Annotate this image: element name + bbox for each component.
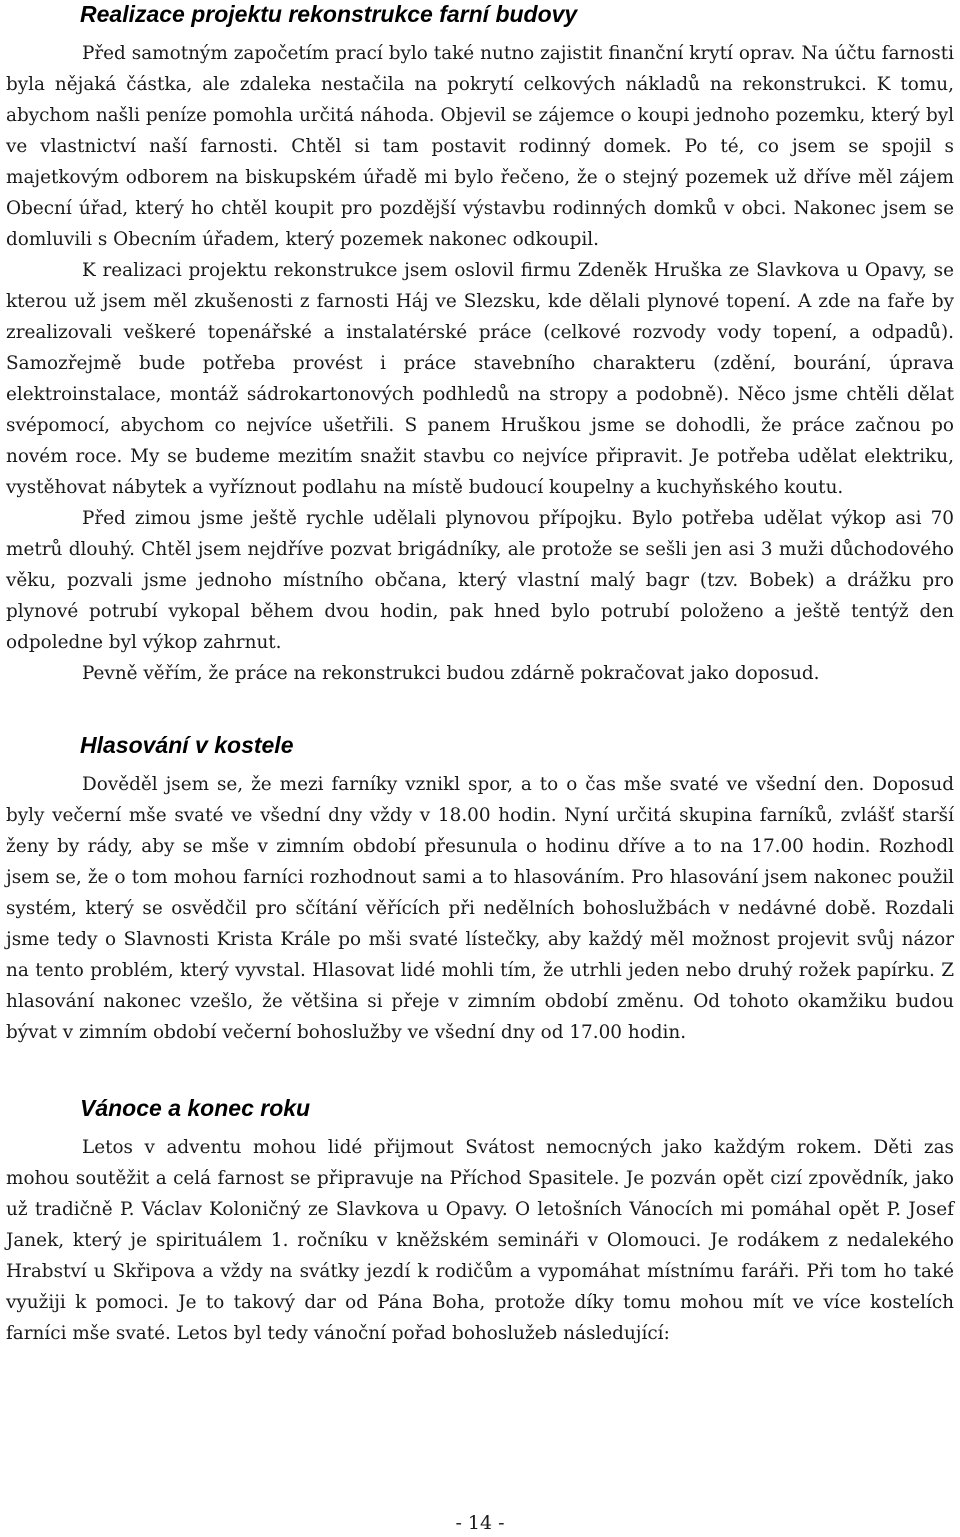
paragraph: Dověděl jsem se, že mezi farníky vznikl spor, a to o čas mše svaté ve všední den. Doposud byly večerní mše svaté ve všední dny vždy v 18.00 hodin. Nyní určitá skupina farníků, zvlášť starší ženy by rády, aby se mše v zimním období přesunula o hodinu dříve a to na 17.00 hodin. Rozhodl jsem se, že o tom mohou farníci rozhodnout sami a to hlasováním. Pro hlasování jsem nakonec použil systém, který se osvědčil pro sčítání věřících při nedělních bohoslužbách v nedávné době. Rozdali jsme tedy o Slavnosti Krista Krále po mši svaté lístečky, aby každý měl možnost projevit svůj názor na tento problém, který vyvstal. Hlasovat lidé mohli tím, že utrhli jeden nebo druhý rožek papírku. Z hlasování nakonec vzešlo, že většina si přeje v zimním období změnu. Od tohoto okamžiku budou bývat v zimním období večerní bohoslužby ve všední dny od 17.00 hodin. bbox=[6, 774, 954, 1043]
paragraph: Letos v adventu mohou lidé přijmout Svátost nemocných jako každým rokem. Děti zas mohou soutěžit a celá farnost se připravuje na Příchod Spasitele. Je pozván opět cizí zpovědník, jako už tradičně P. Václav Koloničný ze Slavkova u Opavy. O letošních Vánocích mi pomáhal opět P. Josef Janek, který je spirituálem 1. ročníku v kněžském semináři v Olomouci. Je rodákem z nedalekého Hrabství u Skřipova a vždy na svátky jezdí k rodičům a vypomáhat místnímu faráři. Při tom ho také využiji k pomoci. Je to takový dar od Pána Boha, protože díky tomu mohou mít ve více kostelích farníci mše svaté. Letos byl tedy vánoční pořad bohoslužeb následující: bbox=[6, 1137, 954, 1344]
section-renovation-body bbox=[6, 38, 954, 689]
section-heading-renovation: Realizace projektu rekonstrukce farní budovy bbox=[80, 1, 578, 27]
section-christmas-body bbox=[6, 1132, 954, 1349]
paragraph: K realizaci projektu rekonstrukce jsem oslovil firmu Zdeněk Hruška ze Slavkova u Opavy, se kterou už jsem měl zkušenosti z farnosti Háj ve Slezsku, kde dělali plynové topení. A zde na faře by zrealizovali veškeré topenářské a instalatérské práce (celkové rozvody vody topení, a odpadů). Samozřejmě bude potřeba provést i práce stavebního charakteru (zdění, bourání, úprava elektroinstalace, montáž sádrokartonových podhledů na stropy a podobně). Něco jsme chtěli dělat svépomocí, abychom co nejvíce ušetřili. S panem Hruškou jsme se dohodli, že práce začnou po novém roce. My se budeme mezitím snažit stavbu co nejvíce připravit. Je potřeba udělat elektriku, vystěhovat nábytek a vyříznout podlahu na místě budoucí koupelny a kuchyňského koutu. bbox=[6, 260, 954, 498]
section-heading-voting: Hlasování v kostele bbox=[80, 732, 294, 758]
paragraph: Před zimou jsme ještě rychle udělali plynovou přípojku. Bylo potřeba udělat výkop asi 70 metrů dlouhý. Chtěl jsem nejdříve pozvat brigádníky, ale protože se sešli jen asi 3 muži důchodového věku, pozvali jsme jednoho místního občana, který vlastní malý bagr (tzv. Bobek) a drážku pro plynové potrubí vykopal během dvou hodin, pak hned bylo potrubí položeno a ještě tentýž den odpoledne byl výkop zahrnut. bbox=[6, 508, 954, 653]
section-voting-body bbox=[6, 769, 954, 1048]
paragraph: Před samotným započetím prací bylo také nutno zajistit finanční krytí oprav. Na účtu farnosti byla nějaká částka, ale zdaleka nestačila na pokrytí celkových nákladů na rekonstrukci. K tomu, abychom našli peníze pomohla určitá náhoda. Objevil se zájemce o koupi jednoho pozemku, který byl ve vlastnictví naší farnosti. Chtěl si tam postavit rodinný domek. Po té, co jsem se spojil s majetkovým odborem na biskupském úřadě mi bylo řečeno, že o stejný pozemek už dříve měl zájem Obecní úřad, který ho chtěl koupit pro pozdější výstavbu rodinných domků v obci. Nakonec jsem se domluvili s Obecním úřadem, který pozemek nakonec odkoupil. bbox=[6, 43, 954, 250]
section-heading-christmas: Vánoce a konec roku bbox=[80, 1095, 311, 1121]
page-number: - 14 - bbox=[455, 1512, 505, 1534]
paragraph: Pevně věřím, že práce na rekonstrukci budou zdárně pokračovat jako doposud. bbox=[82, 663, 820, 684]
